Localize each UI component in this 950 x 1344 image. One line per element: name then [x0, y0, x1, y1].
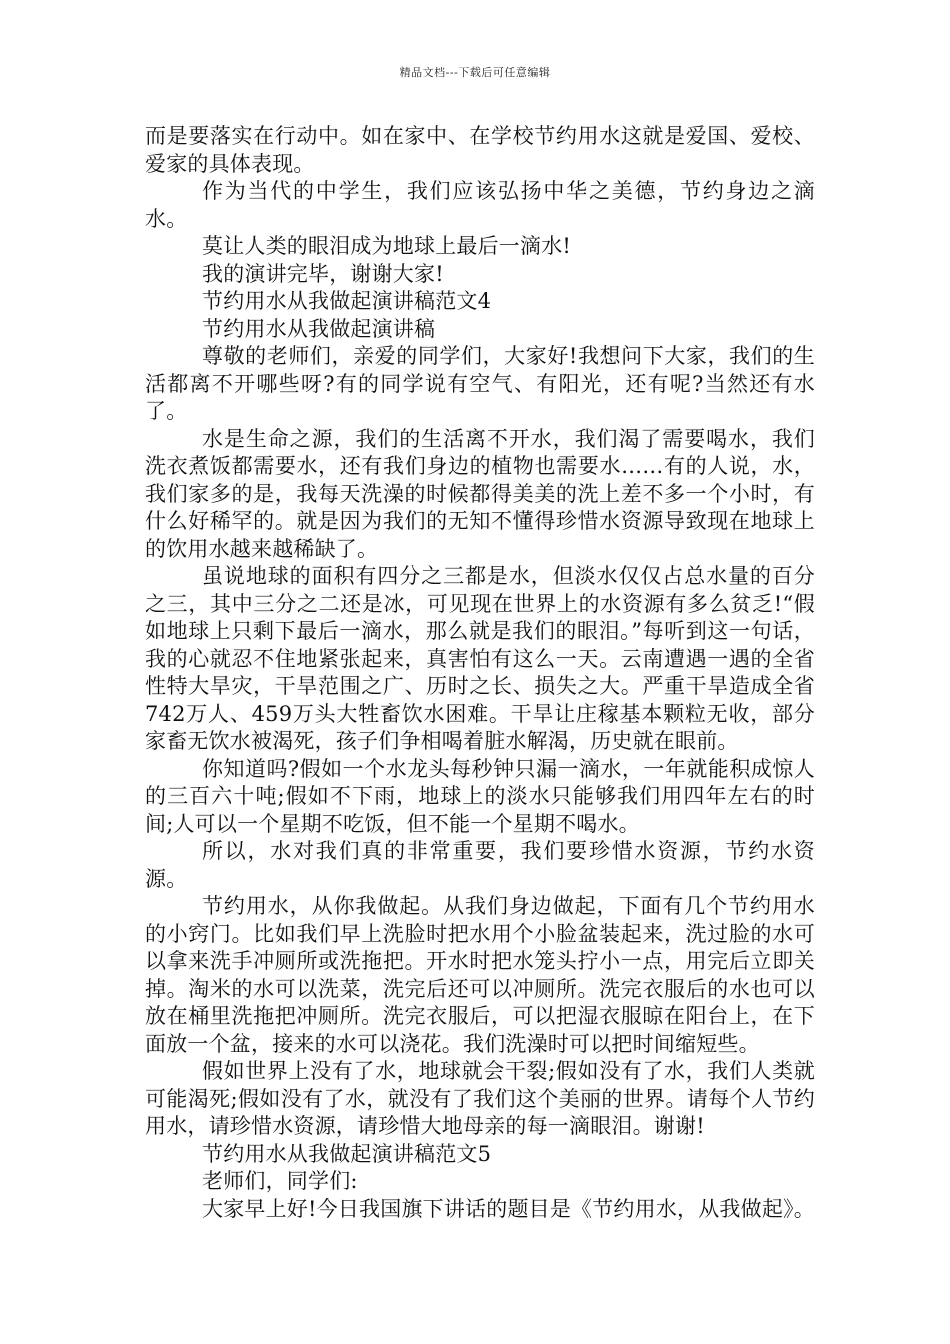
document-body [145, 123, 815, 1223]
paragraph: 而是要落实在行动中。如在家中、在学校节约用水这就是爱国、爱校、爱家的具体表现。 [145, 124, 815, 176]
page-header: 精品文档---下载后可任意编辑 [399, 66, 551, 79]
speech-title: 节约用水从我做起演讲稿 [202, 316, 436, 341]
paragraph: 假如世界上没有了水，地球就会干裂;假如没有了水，我们人类就可能渴死;假如没有了水，就没有了我们这个美丽的世界。请每个人节约用水，请珍惜水资源，请珍惜大地母亲的每一滴眼泪。谢谢! [145, 1059, 815, 1138]
paragraph: 节约用水，从你我做起。从我们身边做起，下面有几个节约用水的小窍门。比如我们早上洗脸时把水用个小脸盆装起来，洗过脸的水可以拿来洗手冲厕所或洗拖把。开水时把水笼头拧小一点，用完后立即关掉。淘米的水可以洗菜，洗完后还可以冲厕所。洗完衣服后的水也可以放在桶里洗拖把冲厕所。洗完衣服后，可以把湿衣服晾在阳台上，在下面放一个盆，接来的水可以浇花。我们洗澡时可以把时间缩短些。 [145, 894, 815, 1056]
paragraph: 莫让人类的眼泪成为地球上最后一滴水! [202, 234, 572, 258]
section-title: 节约用水从我做起演讲稿范文5 [202, 1141, 492, 1166]
paragraph: 作为当代的中学生，我们应该弘扬中华之美德，节约身边之滴水。 [145, 179, 815, 231]
paragraph: 所以，水对我们真的非常重要，我们要珍惜水资源，节约水资源。 [145, 839, 815, 891]
paragraph: 你知道吗?假如一个水龙头每秒钟只漏一滴水，一年就能积成惊人的三百六十吨;假如不下雨，地球上的淡水只能够我们用四年左右的时间;人可以一个星期不吃饭，但不能一个星期不喝水。 [145, 756, 815, 836]
paragraph: 水是生命之源，我们的生活离不开水，我们渴了需要喝水，我们洗衣煮饭都需要水，还有我们身边的植物也需要水……有的人说，水，我们家多的是，我每天洗澡的时候都得美美的洗上差不多一个小时，有什么好稀罕的。就是因为我们的无知不懂得珍惜水资源导致现在地球上的饮用水越来越稀缺了。 [145, 426, 815, 561]
section-title: 节约用水从我做起演讲稿范文4 [202, 289, 492, 313]
salutation: 老师们，同学们: [202, 1169, 358, 1193]
paragraph: 虽说地球的面积有四分之三都是水，但淡水仅仅占总水量的百分之三，其中三分之二还是冰，可见现在世界上的水资源有多么贫乏!“假如地球上只剩下最后一滴水，那么就是我们的眼泪。”每听到这一句话，我的心就忍不住地紧张起来，真害怕有这么一天。云南遭遇一遇的全省性特大旱灾，干旱范围之广、历时之长、损失之大。严重干旱造成全省742万人、459万头大牲畜饮水困难。干旱让庄稼基本颗粒无收，部分家畜无饮水被渴死，孩子们争相喝着脏水解渴，历史就在眼前。 [145, 564, 815, 753]
paragraph: 我的演讲完毕，谢谢大家! [202, 261, 444, 286]
paragraph: 大家早上好!今日我国旗下讲话的题目是《节约用水，从我做起》。 [202, 1196, 815, 1221]
paragraph: 尊敬的老师们，亲爱的同学们，大家好!我想问下大家，我们的生活都离不开哪些呀?有的同学说有空气、有阳光，还有呢?当然还有水了。 [145, 344, 815, 423]
